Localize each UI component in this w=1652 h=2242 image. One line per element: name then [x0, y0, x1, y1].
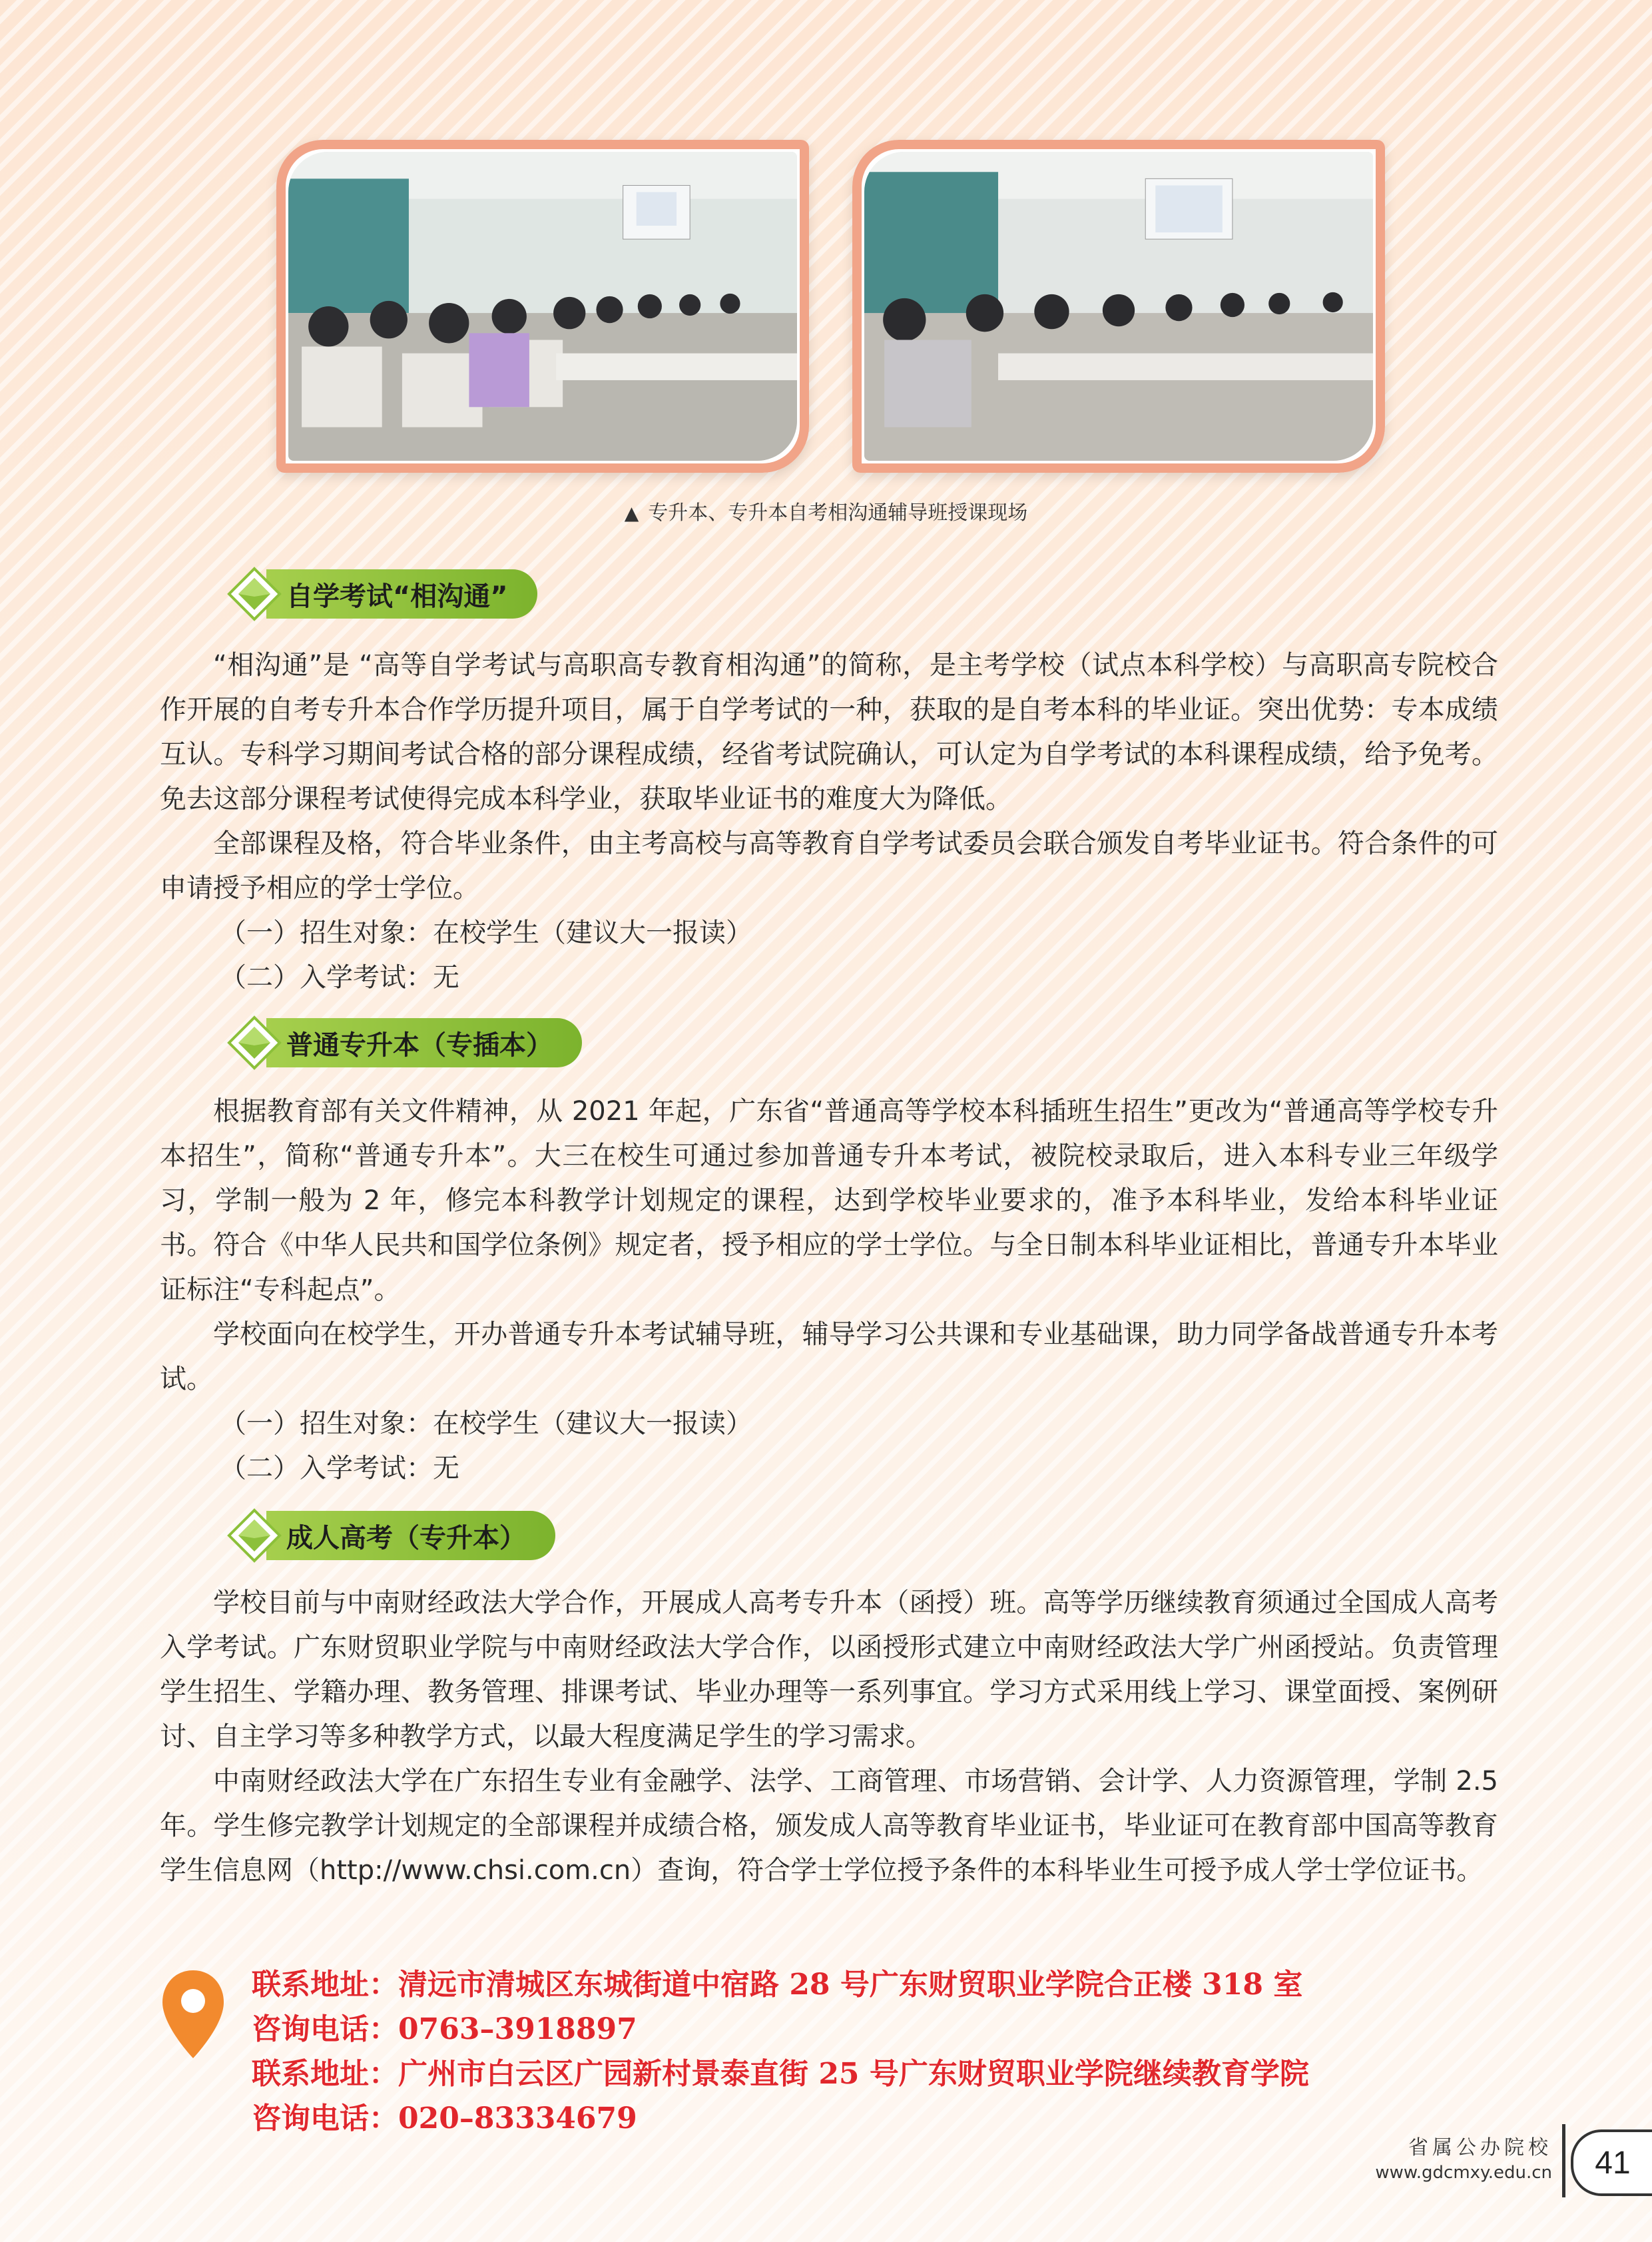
phone-line-1: 咨询电话：0763–3918897 [252, 2012, 637, 2046]
page-footer [1319, 2124, 1652, 2197]
section-body-3 [160, 1581, 1498, 1893]
footer-url[interactable]: www.gdcmxy.edu.cn [1375, 2163, 1552, 2183]
page-number: 41 [1571, 2129, 1652, 2196]
list-item: （二）入学考试：无 [220, 1453, 459, 1484]
footer-divider [1562, 2124, 1565, 2197]
section-title: 自学考试“相沟通” [266, 569, 537, 619]
section-body-2 [160, 1089, 1498, 1491]
section-title: 成人高考（专升本） [266, 1511, 555, 1560]
triangle-marker-icon: ▲ [624, 502, 639, 524]
photo-image [288, 152, 797, 461]
address-line-2: 联系地址：广州市白云区广园新村景泰直街 25 号广东财贸职业学院继续教育学院 [252, 2057, 1309, 2091]
address-line-1: 联系地址：清远市清城区东城街道中宿路 28 号广东财贸职业学院合正楼 318 室 [252, 1968, 1303, 2002]
paragraph: 全部课程及格，符合毕业条件，由主考高校与高等教育自学考试委员会联合颁发自考毕业证书。符合条件的可申请授予相应的学士学位。 [160, 828, 1498, 904]
paragraph: “相沟通”是 “高等自学考试与高职高专教育相沟通”的简称，是主考学校（试点本科学校）与高职高专院校合作开展的自考专升本合作学历提升项目，属于自学考试的一种，获取的是自考本科的毕业证。突出优势：专本成绩互认。专科学习期间考试合格的部分课程成绩，经省考试院确认，可认定为自学考试的本科课程成绩，给予免考。免去这部分课程考试使得完成本科学业，获取毕业证书的难度大为降低。 [160, 650, 1498, 814]
paragraph: 学校目前与中南财经政法大学合作，开展成人高考专升本（函授）班。高等学历继续教育须通过全国成人高考入学考试。广东财贸职业学院与中南财经政法大学合作，以函授形式建立中南财经政法大学广州函授站。负责管理学生招生、学籍办理、教务管理、排课考试、毕业办理等一系列事宜。学习方式采用线上学习、课堂面授、案例研讨、自主学习等多种教学方式，以最大程度满足学生的学习需求。 [160, 1587, 1498, 1752]
photo-image [864, 152, 1373, 461]
list-item: （一）招生对象：在校学生（建议大一报读） [220, 1408, 752, 1439]
paragraph: 学校面向在校学生，开办普通专升本考试辅导班，辅导学习公共课和专业基础课，助力同学备战普通专升本考试。 [160, 1319, 1498, 1394]
classroom-photo-right [852, 140, 1385, 473]
section-heading-1 [226, 566, 537, 622]
list-item: （一）招生对象：在校学生（建议大一报读） [220, 918, 752, 948]
section-heading-2 [226, 1015, 582, 1071]
contact-lines [252, 1962, 1550, 2141]
footer-school-label: 省属公办院校 [1408, 2136, 1552, 2159]
section-title: 普通专升本（专插本） [266, 1018, 582, 1067]
location-pin-icon [160, 1968, 226, 2061]
paragraph: 中南财经政法大学在广东招生专业有金融学、法学、工商管理、市场营销、会计学、人力资源管理，学制 2.5 年。学生修完教学计划规定的全部课程并成绩合格，颁发成人高等教育毕业证书，毕业证可在教育部中国高等教育学生信息网（http://www.chsi.com.cn）查询，符合学士学位授予条件的本科毕业生可授予成人学士学位证书。 [160, 1766, 1498, 1886]
diamond-bullet-icon [226, 1015, 282, 1071]
classroom-photo-left [276, 140, 809, 473]
diamond-bullet-icon [226, 1508, 282, 1563]
section-body-1 [160, 643, 1498, 1000]
photo-caption [0, 496, 1652, 525]
paragraph: 根据教育部有关文件精神，从 2021 年起，广东省“普通高等学校本科插班生招生”更改为“普通高等学校专升本招生”，简称“普通专升本”。大三在校生可通过参加普通专升本考试，被院校录取后，进入本科专业三年级学习，学制一般为 2 年，修完本科教学计划规定的课程，达到学校毕业要求的，准予本科毕业，发给本科毕业证书。符合《中华人民共和国学位条例》规定者，授予相应的学士学位。与全日制本科毕业证相比，普通专升本毕业证标注“专科起点”。 [160, 1096, 1498, 1305]
diamond-bullet-icon [226, 566, 282, 622]
caption-text: 专升本、专升本自考相沟通辅导班授课现场 [648, 501, 1028, 525]
section-heading-3 [226, 1508, 555, 1563]
phone-line-2: 咨询电话：020–83334679 [252, 2102, 637, 2135]
list-item: （二）入学考试：无 [220, 962, 459, 993]
